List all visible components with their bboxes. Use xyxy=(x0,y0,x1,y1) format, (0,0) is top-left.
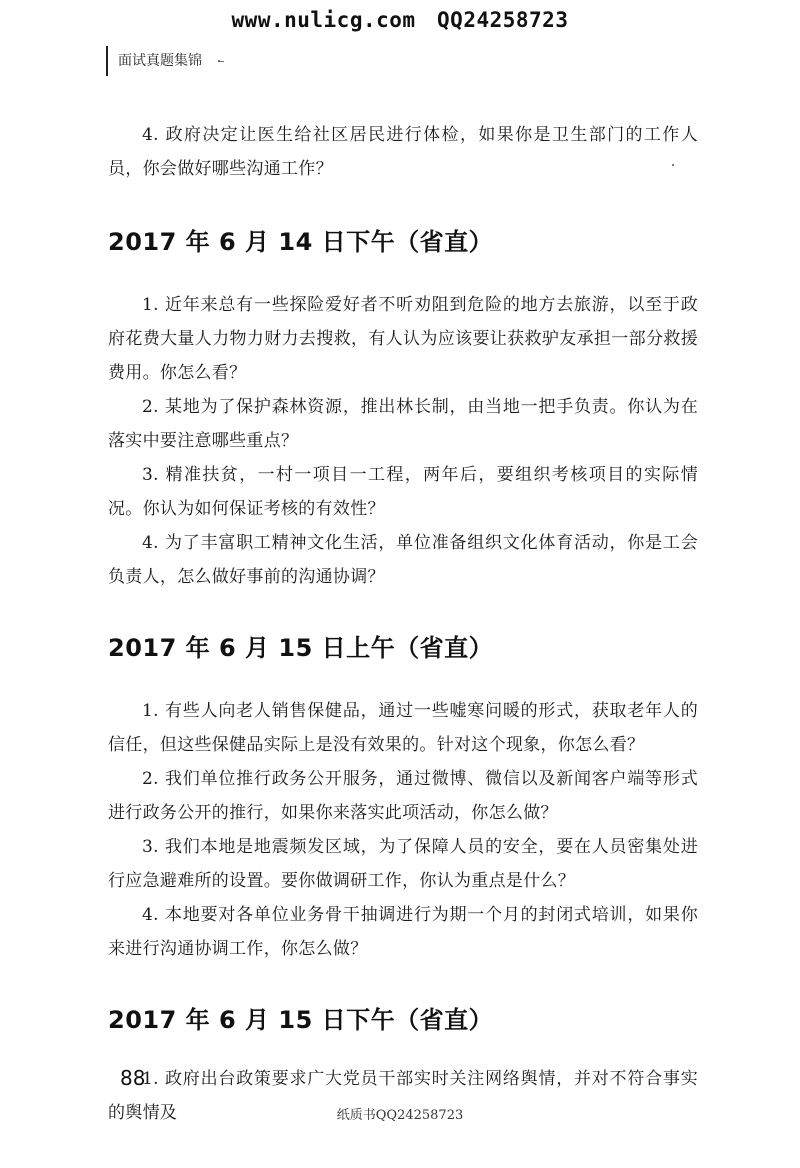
watermark-top: www.nulicg.com QQ24258723 xyxy=(231,8,569,32)
page-number: 88 xyxy=(120,1066,146,1090)
question-paragraph: 2. 我们单位推行政务公开服务，通过微博、微信以及新闻客户端等形式进行政务公开的推行，如果你来落实此项活动，你怎么做？ xyxy=(108,769,698,823)
watermark-bottom: 纸质书QQ24258723 xyxy=(336,1108,464,1123)
page-content xyxy=(108,118,698,1130)
running-head xyxy=(106,46,224,76)
section-heading: 2017 年 6 月 15 日上午（省直） xyxy=(108,634,494,662)
question-paragraph: 4. 本地要对各单位业务骨干抽调进行为期一个月的封闭式培训，如果你来进行沟通协调工作，你怎么做？ xyxy=(108,905,698,959)
section-heading: 2017 年 6 月 15 日下午（省直） xyxy=(108,1006,494,1034)
question-paragraph: 4. 政府决定让医生给社区居民进行体检，如果你是卫生部门的工作人员，你会做好哪些沟通工作？ xyxy=(108,125,698,179)
running-head-title: 面试真题集锦 xyxy=(118,53,202,69)
question-paragraph: 2. 某地为了保护森林资源，推出林长制，由当地一把手负责。你认为在落实中要注意哪些重点？ xyxy=(108,397,698,451)
section-heading: 2017 年 6 月 14 日下午（省直） xyxy=(108,228,494,256)
question-paragraph: 4. 为了丰富职工精神文化生活，单位准备组织文化体育活动，你是工会负责人，怎么做好事前的沟通协调？ xyxy=(108,533,698,587)
question-paragraph: 1. 政府出台政策要求广大党员干部实时关注网络舆情，并对不符合事实的舆情及 xyxy=(108,1069,698,1123)
question-paragraph: 1. 近年来总有一些探险爱好者不听劝阻到危险的地方去旅游，以至于政府花费大量人力物力财力去搜救，有人认为应该要让获救驴友承担一部分救援费用。你怎么看？ xyxy=(108,295,698,383)
scan-speck xyxy=(218,60,220,62)
question-paragraph: 3. 精准扶贫，一村一项目一工程，两年后，要组织考核项目的实际情况。你认为如何保证考核的有效性？ xyxy=(108,465,698,519)
question-paragraph: 3. 我们本地是地震频发区域，为了保障人员的安全，要在人员密集处进行应急避难所的设置。要你做调研工作，你认为重点是什么？ xyxy=(108,837,698,891)
question-paragraph: 1. 有些人向老人销售保健品，通过一些嘘寒问暖的形式，获取老年人的信任，但这些保健品实际上是没有效果的。针对这个现象，你怎么看？ xyxy=(108,701,698,755)
scan-speck xyxy=(672,164,674,166)
